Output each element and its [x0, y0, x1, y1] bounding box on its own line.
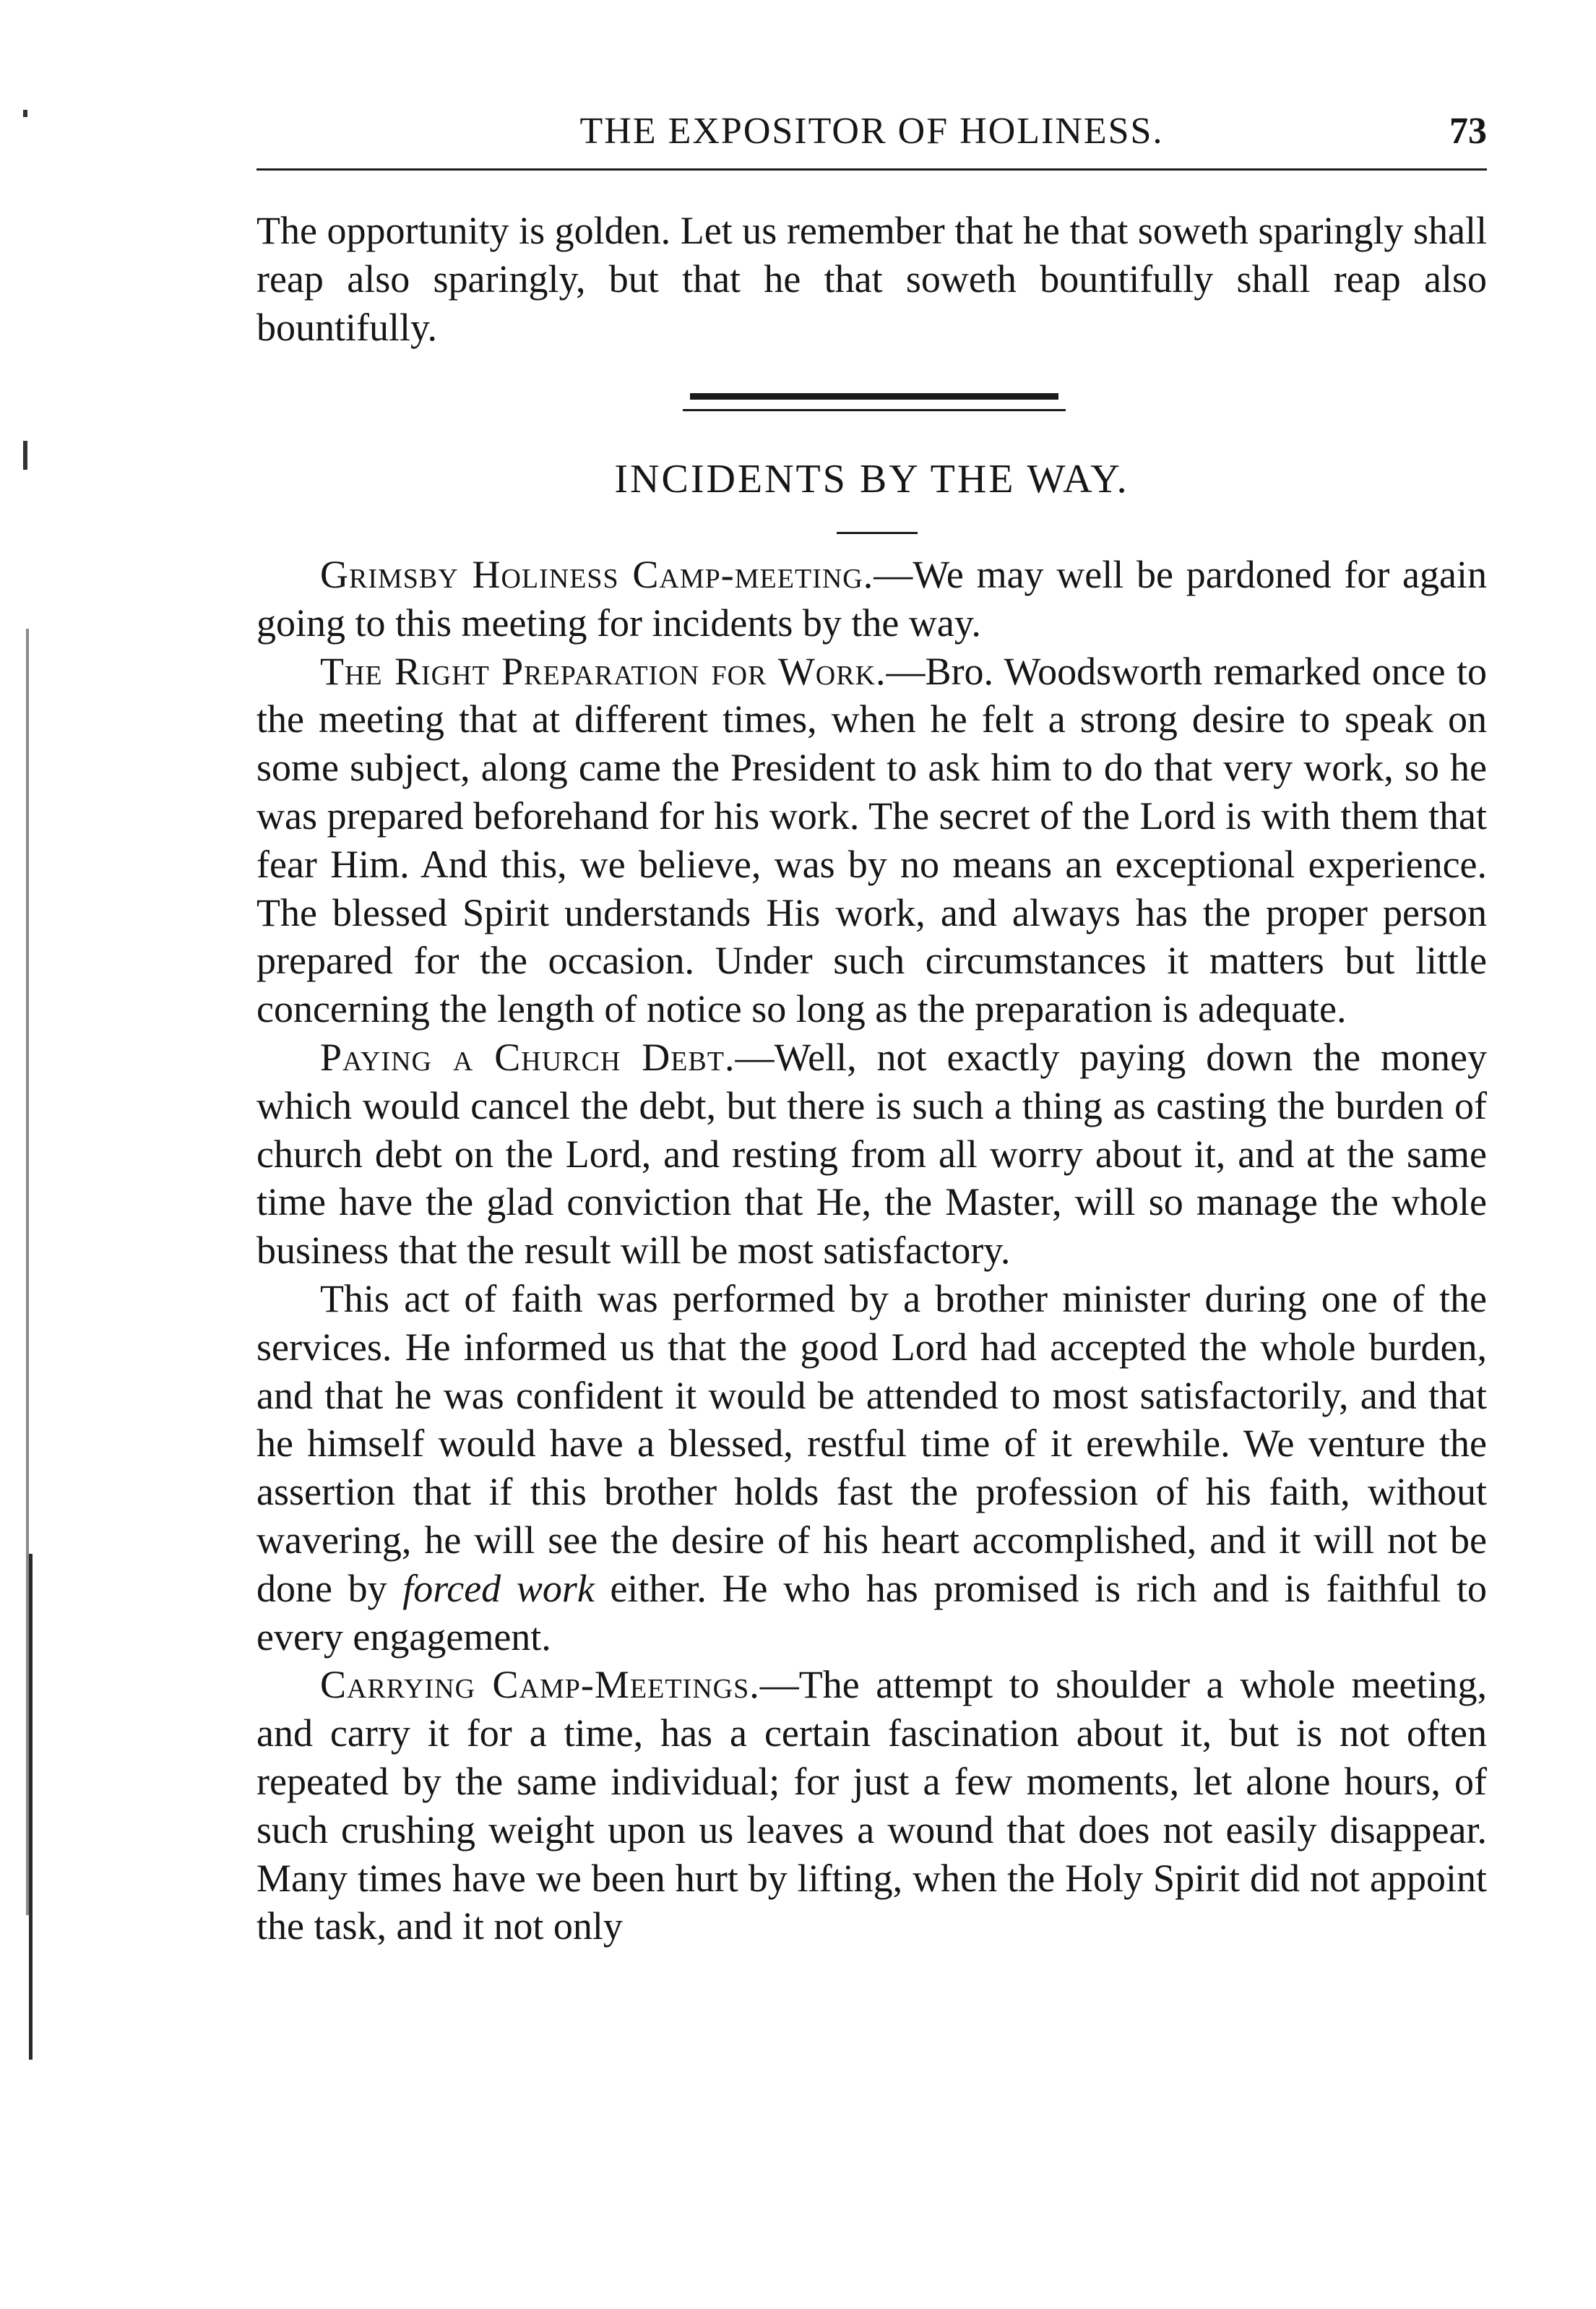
paragraph-text: either. He who has promised is rich and is faithful to every engagement.	[256, 1566, 1488, 1659]
scan-mark	[23, 110, 27, 117]
emphasis-text: forced work	[402, 1566, 595, 1610]
paragraph-text: —The attempt to shoulder a whole meeting, and carry it for a time, has a certain fascination about it, but is not often repeated by the same individual; for just a few moments, let alone hours, of such crushing weight upon us leaves a wound that does not easily disappear. Many times have we been hurt by lifting, when the Holy Spirit did not appoint the task, and it not only	[256, 1663, 1487, 1948]
article-body	[256, 551, 1487, 1951]
paragraph-camp-meetings	[256, 1661, 1487, 1951]
paragraph-act-of-faith	[256, 1275, 1487, 1661]
scan-mark	[23, 441, 27, 470]
header-rule	[256, 168, 1487, 171]
paragraph-heading: The Right Preparation for Work.	[320, 649, 887, 693]
paragraph-text: —Bro. Woodsworth remarked once to the meeting that at different times, when he felt a strong desire to speak on some subject, along came the President to ask him to do that very work, so he was prepared beforehand for his work. The secret of the Lord is with them that fear Him. And this, we believe, was by no means an exceptional experience. The blessed Spirit understands His work, and always has the proper person prepared for the occasion. Under such circumstances it matters but little concerning the length of notice so long as the preparation is adequate.	[256, 649, 1487, 1031]
paragraph-grimsby	[256, 551, 1487, 648]
paragraph-heading: Carrying Camp-Meetings.	[320, 1663, 760, 1707]
paragraph-text: —Well, not exactly paying down the money which would cancel the debt, but there is such a thing as casting the burden of church debt on the Lord, and resting from all worry about it, and at the same time have the glad conviction that He, the Master, will so manage the whole business that the result will be most satisfactory.	[256, 1035, 1487, 1273]
scan-edge-shadow	[29, 1554, 33, 2060]
page-number: 73	[1449, 111, 1487, 152]
paragraph-church-debt	[256, 1033, 1487, 1275]
paragraph-right-preparation	[256, 648, 1487, 1033]
paragraph-text: —We may well be pardoned for again going to this meeting for incidents by the way.	[256, 553, 1487, 645]
paragraph-text: This act of faith was performed by a brother minister during one of the services. He informed us that the good Lord had accepted the whole burden, and that he was confident it would be attended to most satisfactorily, and that he himself would have a blessed, restful time of it erewhile. We venture the assertion that if this brother holds fast the profession of his faith, without wavering, he will see the desire of his heart accomplished, and it will not be done by	[256, 1276, 1487, 1610]
intro-block	[256, 207, 1487, 351]
running-title: THE EXPOSITOR OF HOLINESS.	[579, 111, 1164, 152]
paragraph-heading: Grimsby Holiness Camp-meeting.	[320, 553, 874, 596]
intro-paragraph: The opportunity is golden. Let us remember that he that soweth sparingly shall reap also sparingly, but that he that soweth bountifully shall reap also bountifully.	[256, 209, 1487, 349]
running-header	[256, 110, 1487, 153]
section-title: INCIDENTS BY THE WAY.	[614, 457, 1129, 502]
paragraph-heading: Paying a Church Debt.	[320, 1035, 736, 1079]
section-divider-ornament	[683, 389, 1066, 418]
title-rule	[837, 532, 918, 534]
